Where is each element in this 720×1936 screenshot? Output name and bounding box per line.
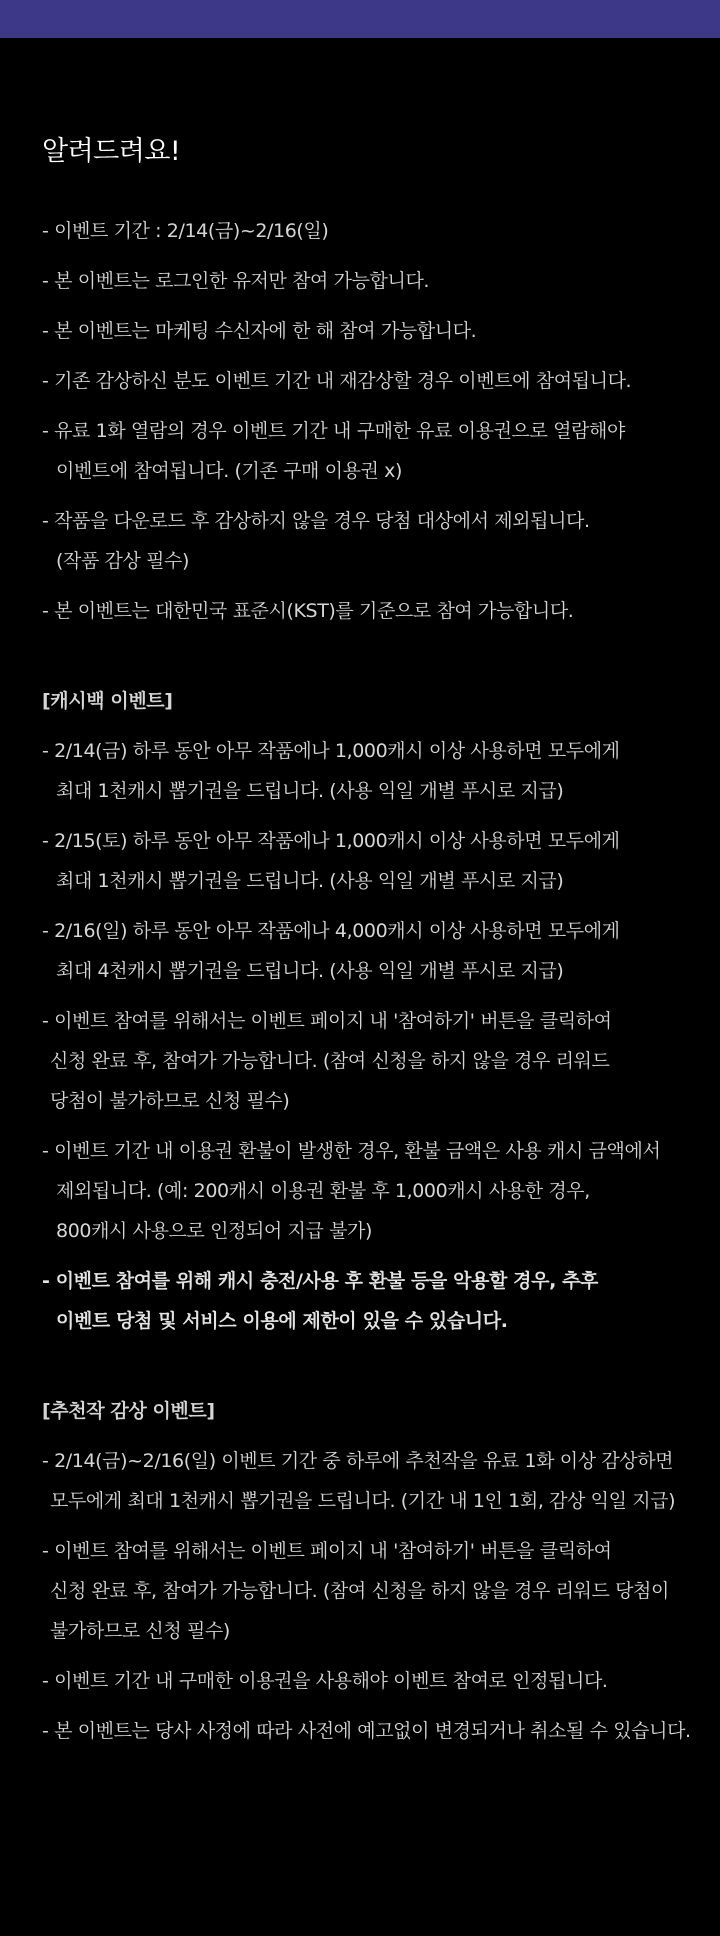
notice-item-line: - 이벤트 참여를 위해서는 이벤트 페이지 내 '참여하기' 버튼을 클릭하여: [42, 1010, 612, 1032]
notice-item: [42, 501, 718, 581]
notice-item-line: - 기존 감상하신 분도 이벤트 기간 내 재감상할 경우 이벤트에 참여됩니다.: [42, 370, 632, 392]
notice-title: 알려드려요!: [42, 136, 181, 167]
cashback-section-title: [캐시백 이벤트]: [42, 690, 173, 712]
recommend-notice-list: [42, 1441, 718, 1751]
notice-item-line: - 2/16(일) 하루 동안 아무 작품에나 4,000캐시 이상 사용하면 모두에게: [42, 920, 620, 942]
notice-item: [42, 911, 718, 991]
notice-item-line: - 이벤트 기간 : 2/14(금)~2/16(일): [42, 220, 329, 242]
notice-item: [42, 1131, 718, 1251]
warning-item-line: - 이벤트 참여를 위해 캐시 충전/사용 후 환불 등을 악용할 경우, 추후: [42, 1270, 599, 1292]
notice-item: [42, 311, 718, 351]
notice-item-line: 800캐시 사용으로 인정되어 지급 불가): [56, 1220, 372, 1242]
notice-item: [42, 591, 718, 631]
notice-item: [42, 1711, 718, 1751]
notice-item-line: - 본 이벤트는 로그인한 유저만 참여 가능합니다.: [42, 270, 430, 292]
notice-item-line: - 2/15(토) 하루 동안 아무 작품에나 1,000캐시 이상 사용하면 모두에게: [42, 830, 620, 852]
notice-item-line: - 본 이벤트는 대한민국 표준시(KST)를 기준으로 참여 가능합니다.: [42, 600, 574, 622]
notice-item-line: - 2/14(금) 하루 동안 아무 작품에나 1,000캐시 이상 사용하면 모두에게: [42, 740, 620, 762]
notice-item: [42, 1441, 718, 1521]
notice-item-line: - 작품을 다운로드 후 감상하지 않을 경우 당첨 대상에서 제외됩니다.: [42, 510, 590, 532]
notice-item-line: 최대 1천캐시 뽑기권을 드립니다. (사용 익일 개별 푸시로 지급): [56, 870, 564, 892]
warning-item: [42, 1261, 718, 1341]
notice-item-line: - 이벤트 기간 내 구매한 이용권을 사용해야 이벤트 참여로 인정됩니다.: [42, 1670, 608, 1692]
general-notice-list: [42, 211, 718, 631]
notice-item-line: - 본 이벤트는 마케팅 수신자에 한 해 참여 가능합니다.: [42, 320, 477, 342]
notice-item-line: - 이벤트 기간 내 이용권 환불이 발생한 경우, 환불 금액은 사용 캐시 금액에서: [42, 1140, 661, 1162]
notice-item-line: 이벤트에 참여됩니다. (기존 구매 이용권 x): [56, 460, 402, 482]
notice-item-line: 신청 완료 후, 참여가 가능합니다. (참여 신청을 하지 않을 경우 리워드: [50, 1050, 610, 1072]
notice-item: [42, 411, 718, 491]
notice-item: [42, 1661, 718, 1701]
cashback-warning-list: [42, 1261, 718, 1341]
notice-item: [42, 731, 718, 811]
notice-item-line: - 2/14(금)~2/16(일) 이벤트 기간 중 하루에 추천작을 유료 1화 이상 감상하면: [42, 1450, 674, 1472]
notice-item-line: - 이벤트 참여를 위해서는 이벤트 페이지 내 '참여하기' 버튼을 클릭하여: [42, 1540, 612, 1562]
notice-item: [42, 261, 718, 301]
notice-item-line: 불가하므로 신청 필수): [50, 1620, 230, 1642]
notice-item-line: 최대 4천캐시 뽑기권을 드립니다. (사용 익일 개별 푸시로 지급): [56, 960, 564, 982]
notice-item: [42, 1531, 718, 1651]
notice-content: [42, 132, 718, 1761]
notice-item: [42, 1001, 718, 1121]
cashback-notice-list: [42, 731, 718, 1251]
notice-item-line: 모두에게 최대 1천캐시 뽑기권을 드립니다. (기간 내 1인 1회, 감상 익일 지급): [50, 1490, 676, 1512]
recommend-section-title: [추천작 감상 이벤트]: [42, 1400, 215, 1422]
notice-item-line: - 유료 1화 열람의 경우 이벤트 기간 내 구매한 유료 이용권으로 열람해야: [42, 420, 625, 442]
notice-item-line: - 본 이벤트는 당사 사정에 따라 사전에 예고없이 변경되거나 취소될 수 있습니다.: [42, 1720, 691, 1742]
notice-item-line: 제외됩니다. (예: 200캐시 이용권 환불 후 1,000캐시 사용한 경우,: [56, 1180, 590, 1202]
notice-item-line: 최대 1천캐시 뽑기권을 드립니다. (사용 익일 개별 푸시로 지급): [56, 780, 564, 802]
notice-item-line: 신청 완료 후, 참여가 가능합니다. (참여 신청을 하지 않을 경우 리워드 당첨이: [50, 1580, 669, 1602]
notice-item: [42, 211, 718, 251]
warning-item-line: 이벤트 당첨 및 서비스 이용에 제한이 있을 수 있습니다.: [56, 1310, 508, 1332]
notice-item-line: (작품 감상 필수): [56, 550, 190, 572]
notice-item-line: 당첨이 불가하므로 신청 필수): [50, 1090, 290, 1112]
notice-item: [42, 361, 718, 401]
notice-item: [42, 821, 718, 901]
top-header-bar: [0, 0, 720, 38]
